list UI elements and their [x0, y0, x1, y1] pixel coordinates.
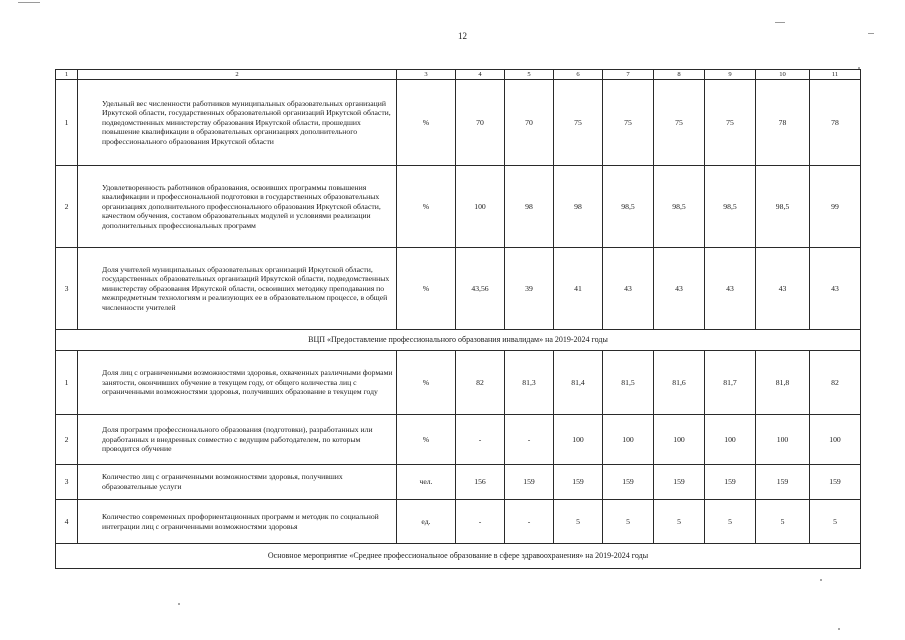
- table-row: [56, 351, 861, 415]
- header-cell: 7: [603, 70, 654, 80]
- row-number: 3: [56, 248, 78, 330]
- indicator-text: Доля учителей муниципальных образовательных организаций Иркутской области, государственных образовательных организаций Иркутской области, подведомственных министерству образования Иркутской области, освоивших методику преподавания по межпредметным технологиям и реализующих ее в образовательном процессе, в общей численности учителей: [78, 248, 397, 330]
- section-row: [56, 330, 861, 351]
- value-cell: 5: [554, 500, 603, 544]
- value-cell: 5: [756, 500, 810, 544]
- row-number: 1: [56, 80, 78, 166]
- value-cell: 99: [810, 166, 861, 248]
- header-cell: 8: [654, 70, 705, 80]
- section-title: Основное мероприятие «Среднее профессиональное образование в сфере здравоохранения» на 2019-2024 годы: [56, 544, 861, 569]
- scan-mark: [775, 22, 785, 23]
- value-cell: 100: [810, 415, 861, 465]
- value-cell: 43: [756, 248, 810, 330]
- section-row: [56, 544, 861, 569]
- value-cell: 100: [603, 415, 654, 465]
- value-cell: 70: [456, 80, 505, 166]
- value-cell: 98,5: [603, 166, 654, 248]
- header-row: [56, 70, 861, 80]
- value-cell: 159: [756, 465, 810, 500]
- value-cell: 43: [654, 248, 705, 330]
- value-cell: 43,56: [456, 248, 505, 330]
- scan-mark: [178, 603, 180, 605]
- value-cell: 81,6: [654, 351, 705, 415]
- value-cell: 159: [554, 465, 603, 500]
- value-cell: 98: [554, 166, 603, 248]
- row-number: 3: [56, 465, 78, 500]
- unit-cell: ед.: [397, 500, 456, 544]
- indicator-text: Удовлетворенность работников образования, освоивших программы повышения квалификации и профессиональной подготовки в государственных образовательных организациях дополнительного профессионального образования Иркутской области, качеством обучения, составом образовательных модулей и условиями реализации дополнительных профессиональных программ: [78, 166, 397, 248]
- value-cell: 100: [554, 415, 603, 465]
- value-cell: 159: [505, 465, 554, 500]
- value-cell: 159: [654, 465, 705, 500]
- value-cell: 100: [756, 415, 810, 465]
- value-cell: 100: [456, 166, 505, 248]
- value-cell: 5: [705, 500, 756, 544]
- value-cell: 100: [654, 415, 705, 465]
- value-cell: 98,5: [756, 166, 810, 248]
- value-cell: 39: [505, 248, 554, 330]
- value-cell: 82: [810, 351, 861, 415]
- indicator-text: Удельный вес численности работников муниципальных образовательных организаций Иркутской области, государственных образовательной организаций Иркутской области, подведомственных министерству образования Иркутской области, прошедших повышение квалификации в образовательных организациях дополнительного профессионального образования Иркутской области: [78, 80, 397, 166]
- value-cell: 43: [810, 248, 861, 330]
- header-cell: 5: [505, 70, 554, 80]
- table-row: [56, 415, 861, 465]
- scan-mark: [820, 579, 822, 581]
- table-row: [56, 465, 861, 500]
- indicator-text: Количество современных профориентационных программ и методик по социальной интеграции лиц с ограниченными возможностями здоровья: [78, 500, 397, 544]
- value-cell: 75: [654, 80, 705, 166]
- value-cell: 43: [603, 248, 654, 330]
- header-cell: 6: [554, 70, 603, 80]
- table-row: [56, 80, 861, 166]
- value-cell: 81,7: [705, 351, 756, 415]
- header-cell: 3: [397, 70, 456, 80]
- header-cell: 9: [705, 70, 756, 80]
- value-cell: 156: [456, 465, 505, 500]
- value-cell: 5: [603, 500, 654, 544]
- value-cell: 82: [456, 351, 505, 415]
- unit-cell: %: [397, 80, 456, 166]
- value-cell: 75: [603, 80, 654, 166]
- value-cell: 81,5: [603, 351, 654, 415]
- value-cell: 98: [505, 166, 554, 248]
- value-cell: 159: [810, 465, 861, 500]
- value-cell: 78: [756, 80, 810, 166]
- indicator-text: Доля лиц с ограниченными возможностями здоровья, охваченных различными формами занятости, окончивших обучение в текущем году, от общего количества лиц с ограниченными возможностями здоровья, получивших образование в текущем году: [78, 351, 397, 415]
- value-cell: 41: [554, 248, 603, 330]
- value-cell: 75: [554, 80, 603, 166]
- value-cell: 159: [705, 465, 756, 500]
- table-row: [56, 248, 861, 330]
- scan-mark: [18, 2, 40, 3]
- header-cell: 11: [810, 70, 861, 80]
- value-cell: 78: [810, 80, 861, 166]
- unit-cell: %: [397, 166, 456, 248]
- unit-cell: чел.: [397, 465, 456, 500]
- value-cell: 81,3: [505, 351, 554, 415]
- value-cell: 159: [603, 465, 654, 500]
- value-cell: -: [505, 415, 554, 465]
- indicator-text: Количество лиц с ограниченными возможностями здоровья, получивших образовательные услуги: [78, 465, 397, 500]
- value-cell: 70: [505, 80, 554, 166]
- row-number: 2: [56, 166, 78, 248]
- table-row: [56, 166, 861, 248]
- value-cell: 81,8: [756, 351, 810, 415]
- row-number: 1: [56, 351, 78, 415]
- value-cell: 43: [705, 248, 756, 330]
- unit-cell: %: [397, 415, 456, 465]
- section-title: ВЦП «Предоставление профессионального образования инвалидам» на 2019-2024 годы: [56, 330, 861, 351]
- header-cell: 4: [456, 70, 505, 80]
- value-cell: -: [456, 500, 505, 544]
- header-cell: 10: [756, 70, 810, 80]
- header-cell: 1: [56, 70, 78, 80]
- value-cell: 98,5: [654, 166, 705, 248]
- scan-mark: [838, 628, 840, 630]
- value-cell: -: [505, 500, 554, 544]
- header-cell: 2: [78, 70, 397, 80]
- indicator-text: Доля программ профессионального образования (подготовки), разработанных или доработанных и внедренных совместно с ведущим работодателем, по которым проводится обучение: [78, 415, 397, 465]
- unit-cell: %: [397, 248, 456, 330]
- unit-cell: %: [397, 351, 456, 415]
- value-cell: 81,4: [554, 351, 603, 415]
- value-cell: 5: [810, 500, 861, 544]
- value-cell: 75: [705, 80, 756, 166]
- row-number: 2: [56, 415, 78, 465]
- table-row: [56, 500, 861, 544]
- indicators-table: [55, 69, 861, 569]
- row-number: 4: [56, 500, 78, 544]
- value-cell: 5: [654, 500, 705, 544]
- page-number: 12: [458, 31, 467, 41]
- value-cell: 98,5: [705, 166, 756, 248]
- value-cell: 100: [705, 415, 756, 465]
- value-cell: -: [456, 415, 505, 465]
